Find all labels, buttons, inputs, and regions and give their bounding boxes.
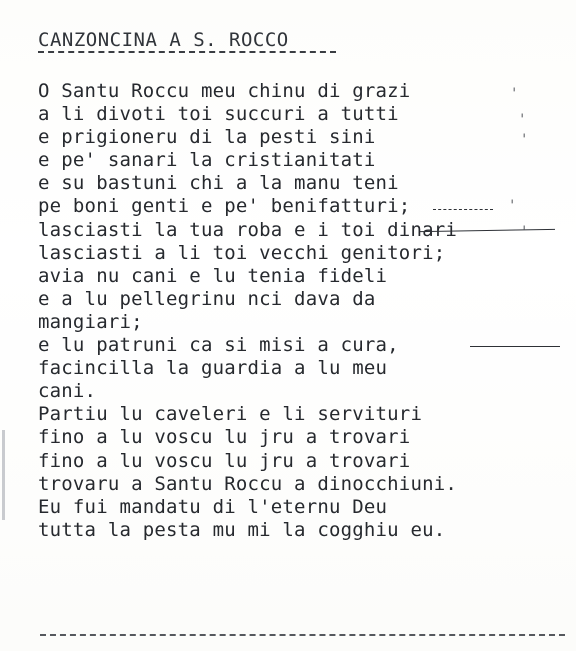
poem-body xyxy=(38,80,457,542)
poem-line: fino a lu voscu lu jru a trovari xyxy=(38,426,411,449)
margin-tick-mark: ' xyxy=(510,86,519,102)
margin-tick-mark: ' xyxy=(518,112,527,128)
poem-line: Eu fui mandatu di l'eternu Deu xyxy=(38,495,388,518)
poem-line: e pe' sanari la cristianitati xyxy=(38,149,376,172)
poem-line: avia nu cani e lu tenia fideli xyxy=(38,264,388,287)
bottom-rule xyxy=(40,634,565,636)
poem-line: fino a lu voscu lu jru a trovari xyxy=(38,449,411,472)
margin-tick-mark: ' xyxy=(520,224,529,240)
poem-line: mangiari; xyxy=(38,310,143,333)
poem-line: e a lu pellegrinu nci dava da xyxy=(38,287,376,310)
poem-line: O Santu Roccu meu chinu di grazi xyxy=(38,80,411,102)
poem-line: Partiu lu caveleri e li servituri xyxy=(38,403,423,426)
poem-line: cani. xyxy=(38,380,97,403)
poem-line: tutta la pesta mu mi la cogghiu eu. xyxy=(38,518,446,541)
poem-line: a li divoti toi succuri a tutti xyxy=(38,103,399,126)
title-underline xyxy=(38,51,336,53)
margin-tick-mark: ' xyxy=(508,198,517,214)
pen-stroke-mark xyxy=(433,209,493,210)
poem-line: lasciasti la tua roba e i toi dinari xyxy=(38,218,458,241)
poem-line: e lu patruni ca si misi a cura, xyxy=(38,334,399,357)
poem-line: trovaru a Santu Roccu a dinocchiuni. xyxy=(38,472,458,495)
poem-title: CANZONCINA A S. ROCCO xyxy=(38,29,289,51)
scan-edge-shadow xyxy=(2,430,5,520)
poem-line: facincilla la guardia a lu meu xyxy=(38,357,388,380)
poem-line: lasciasti a li toi vecchi genitori; xyxy=(38,241,446,264)
poem-line: e su bastuni chi a la manu teni xyxy=(38,172,399,195)
poem-line: e prigioneru di la pesti sini xyxy=(38,126,376,149)
margin-tick-mark: ' xyxy=(520,132,529,148)
pen-stroke-mark xyxy=(470,346,560,347)
poem-line: pe boni genti e pe' benifatturi; xyxy=(38,195,411,218)
